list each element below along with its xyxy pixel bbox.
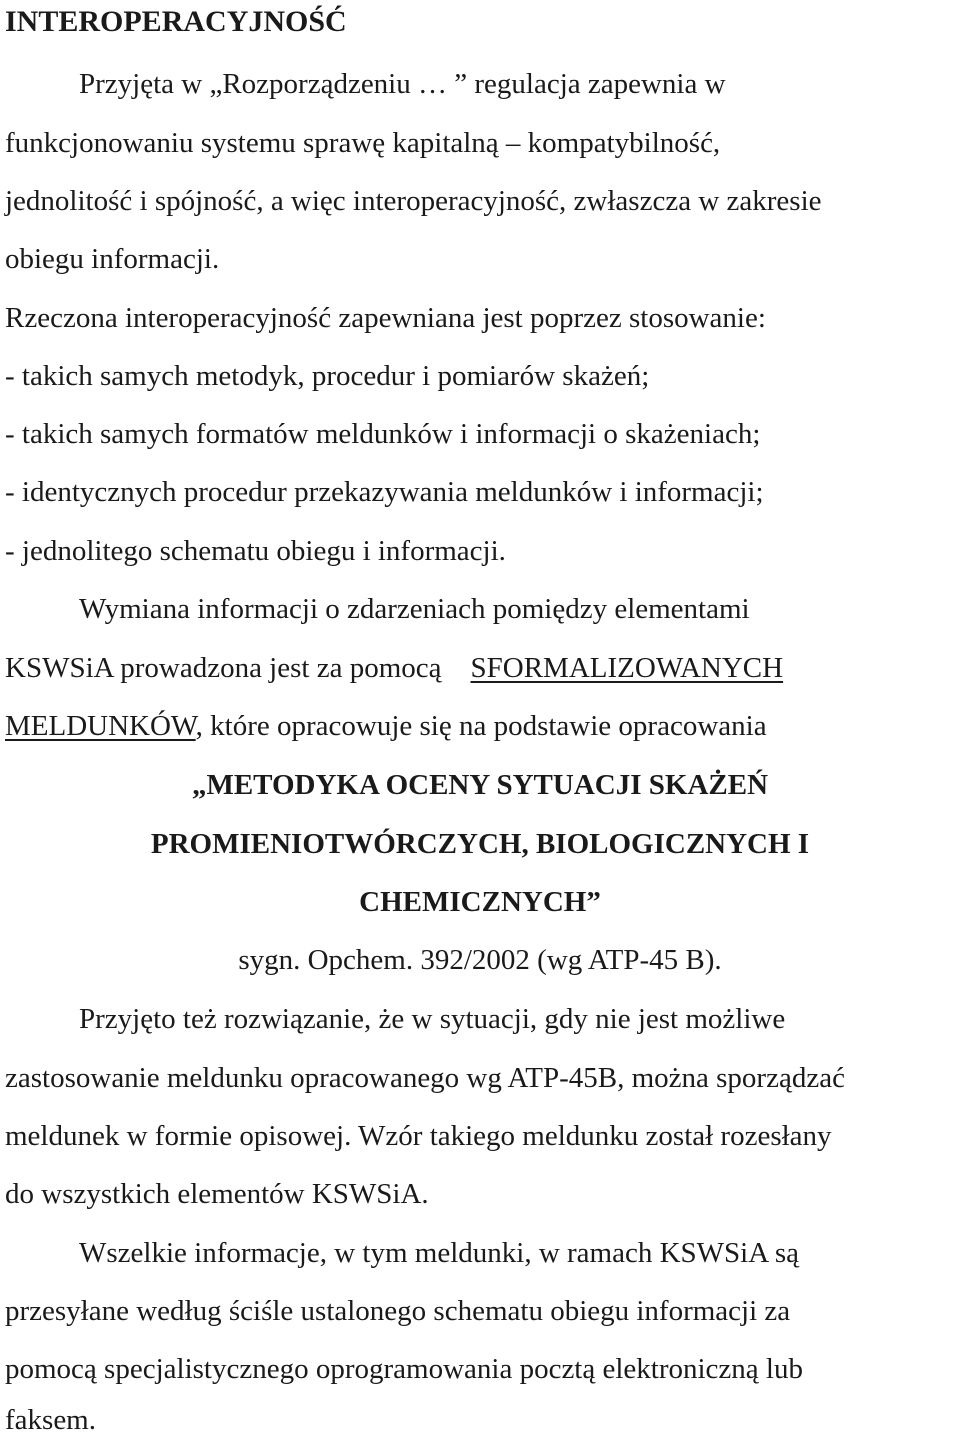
paragraph1-line3: jednolitość i spójność, a więc interoperacyjność, zwłaszcza w zakresie: [5, 185, 822, 217]
list-item: - takich samych formatów meldunków i informacji o skażeniach;: [5, 418, 761, 450]
publication-title-line1: „METODYKA OCENY SYTUACJI SKAŻEŃ: [191, 769, 769, 801]
document-title: INTEROPERACYJNOŚĆ: [5, 5, 347, 38]
reports-term: MELDUNKÓW: [5, 710, 196, 742]
paragraph1-line1: Przyjęta w „Rozporządzeniu … ” regulacja zapewnia w: [79, 68, 726, 100]
paragraph3-line2: [5, 650, 783, 686]
formalized-reports-term: SFORMALIZOWANYCH: [470, 652, 784, 684]
paragraph5-line1: Wszelkie informacje, w tym meldunki, w ramach KSWSiA są: [79, 1237, 799, 1269]
list-item: - jednolitego schematu obiegu i informacji.: [5, 535, 506, 567]
paragraph4-line2: zastosowanie meldunku opracowanego wg ATP-45B, można sporządzać: [5, 1062, 845, 1094]
list-item: - takich samych metodyk, procedur i pomiarów skażeń;: [5, 360, 650, 392]
paragraph4-line3: meldunek w formie opisowej. Wzór takiego meldunku został rozesłany: [5, 1120, 832, 1152]
publication-title-line3: CHEMICZNYCH”: [359, 886, 601, 918]
publication-title-line2: PROMIENIOTWÓRCZYCH, BIOLOGICZNYCH I: [150, 828, 810, 860]
paragraph4-line4: do wszystkich elementów KSWSiA.: [5, 1178, 429, 1210]
paragraph3-line2-prefix: KSWSiA prowadzona jest za pomocą: [5, 652, 449, 684]
paragraph5-line4: faksem.: [5, 1404, 96, 1436]
paragraph1-line2: funkcjonowaniu systemu sprawę kapitalną – kompatybilność,: [5, 127, 721, 159]
paragraph1-line4: obiegu informacji.: [5, 243, 220, 275]
publication-signature: sygn. Opchem. 392/2002 (wg ATP-45 B).: [238, 944, 722, 976]
paragraph4-line1: Przyjęto też rozwiązanie, że w sytuacji, gdy nie jest możliwe: [79, 1003, 786, 1035]
paragraph5-line3: pomocą specjalistycznego oprogramowania pocztą elektroniczną lub: [5, 1353, 803, 1385]
paragraph3-line3-suffix: , które opracowuje się na podstawie opracowania: [195, 710, 767, 742]
paragraph3-line3: [5, 708, 767, 744]
list-item: - identycznych procedur przekazywania meldunków i informacji;: [5, 476, 764, 508]
paragraph3-line1: Wymiana informacji o zdarzeniach pomiędzy elementami: [79, 593, 750, 625]
paragraph2-intro: Rzeczona interoperacyjność zapewniana jest poprzez stosowanie:: [5, 302, 766, 334]
paragraph5-line2: przesyłane według ściśle ustalonego schematu obiegu informacji za: [5, 1295, 791, 1327]
